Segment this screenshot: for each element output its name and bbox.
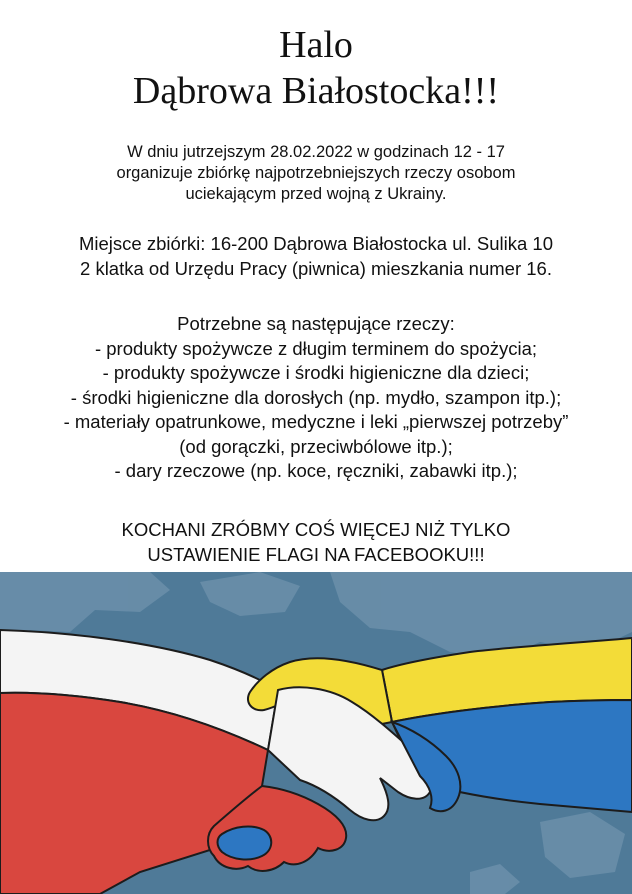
needs-item: (od gorączki, przeciwbólowe itp.); (179, 435, 453, 457)
appeal-line-2: USTAWIENIE FLAGI NA FACEBOOKU!!! (147, 544, 485, 565)
needs-item: - materiały opatrunkowe, medyczne i leki „pierwszej potrzeby” (63, 411, 569, 432)
handshake-poland-ukraine-icon (0, 572, 632, 894)
collection-place (0, 231, 632, 281)
ukraine-fingertips-blue (218, 827, 272, 860)
intro-line-3: uciekającym przed wojną z Ukrainy. (185, 185, 447, 203)
poster-title (0, 22, 632, 114)
title-line-2: Dąbrowa Białostocka!!! (132, 70, 500, 112)
needs-list (0, 312, 632, 484)
appeal-text (0, 517, 632, 567)
intro-line-1: W dniu jutrzejszym 28.02.2022 w godzinach 12 - 17 (127, 143, 505, 161)
place-line-1: Miejsce zbiórki: 16-200 Dąbrowa Białostocka ul. Sulika 10 (78, 233, 554, 254)
needs-item: - dary rzeczowe (np. koce, ręczniki, zabawki itp.); (114, 460, 518, 481)
needs-item: - środki higieniczne dla dorosłych (np. mydło, szampon itp.); (70, 386, 562, 408)
intro-line-2: organizuje zbiórkę najpotrzebniejszych rzeczy osobom (116, 164, 516, 182)
intro-paragraph (0, 142, 632, 205)
title-line-1: Halo (279, 24, 353, 66)
appeal-line-1: KOCHANI ZRÓBMY COŚ WIĘCEJ NIŻ TYLKO (121, 519, 511, 540)
needs-item: - produkty spożywcze z długim terminem do spożycia; (94, 337, 538, 359)
place-line-2: 2 klatka od Urzędu Pracy (piwnica) mieszkania numer 16. (80, 258, 552, 279)
handshake-illustration (0, 572, 632, 894)
needs-heading: Potrzebne są następujące rzeczy: (177, 313, 455, 334)
needs-item: - produkty spożywcze i środki higieniczne dla dzieci; (102, 362, 530, 383)
